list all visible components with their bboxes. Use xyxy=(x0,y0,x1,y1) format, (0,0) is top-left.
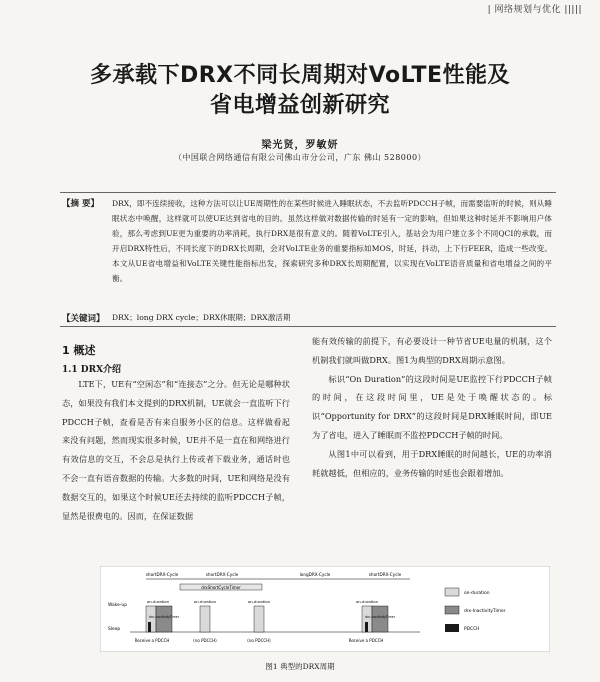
legend-pdcch: PDCCH xyxy=(464,627,480,632)
label-short-cycle-3: shortDRX-Cycle xyxy=(368,572,402,577)
inactivity-block-2 xyxy=(372,606,388,632)
left-column-paragraph: LTE下，UE有“空闲态”和“连接态”之分。但无论是哪种状态，如果没有我们本文提到的DRX机制，UE就会一直监听下行PDCCH子帧，查看是否有来自服务小区的信息。这样做看起来没有问题，然而现实很多时候，UE并不是一直在和网络进行有效信息的交互，不会总是执行上传或者下载业务，通话时也不会一直有语音数据的传输。大多数的时间，UE和网络是没有数据交互的，如果这个时候UE还去持续的监听PDCCH子帧，显然是很费电的。因而，在保证数据 xyxy=(62,379,290,521)
title-line-2: 省电增益创新研究 xyxy=(209,93,390,118)
abstract-top-rule xyxy=(60,192,556,193)
label-receive-pdcch-2: Receive a PDCCH xyxy=(348,638,384,643)
label-no-pdcch-2: (no PDCCH) xyxy=(247,638,271,643)
on-duration-block-3 xyxy=(254,606,264,632)
legend-swatch-pdcch xyxy=(445,624,459,632)
label-short-cycle-2: shortDRX-Cycle xyxy=(205,572,239,577)
label-no-pdcch-1: (no PDCCH) xyxy=(193,638,217,643)
drx-cycle-figure xyxy=(100,566,550,652)
label-inactivity-2: drx-InactivityTimer xyxy=(364,615,396,619)
right-paragraph-3: 从图1中可以看到，用于DRX睡眠的时间越长，UE的功率消耗就越低，但相应的，业务传输的时延也会跟着增加。 xyxy=(312,448,552,478)
affiliation: （中国联合网络通信有限公司佛山市分公司，广东 佛山 528000） xyxy=(173,153,427,162)
abstract-text: DRX，即不连续接收，这种方法可以让UE周期性的在某些时候进入睡眠状态，不去监听PDCCH子帧，而需要监听的时候，则从睡眠状态中唤醒，这样就可以使UE达到省电的目的。虽然这样做对数据传输的时延有一定的影响，但如果这种时延并不影响用户体验，那么考虑到UE更为重要的功率消耗，执行DRX是很有意义的。随着VoLTE引入，基站会为用户建立多个不同QCI的承载，而开启DRX特性后，不同长度下的DRX长周期，会对VoLTE业务的重要指标如MOS，时延，抖动，上下行FEER，造成一些改变。本文从UE省电增益和VoLTE关键性能指标出发，探索研究多种DRX长周期配置，以实现在VoLTE语音质量和省电增益之间的平衡。 xyxy=(112,199,552,283)
section-heading: 1 概述 xyxy=(62,344,96,357)
legend-swatch-inactivity xyxy=(445,606,459,614)
keywords-label: 【关键词】 xyxy=(62,314,105,324)
label-on-duration-4: on-duration xyxy=(355,599,379,604)
subsection-heading: 1.1 DRX介绍 xyxy=(62,365,122,375)
label-on-duration-2: on-duration xyxy=(193,599,217,604)
running-head: | 网络规划与优化 ||||| xyxy=(487,5,582,15)
title-line-1: 多承载下DRX不同长周期对VoLTE性能及 xyxy=(89,63,510,88)
figure-caption: 图1 典型的DRX周期 xyxy=(265,662,335,671)
label-on-duration-1: on-duration xyxy=(146,599,170,604)
abstract-label: 【摘 要】 xyxy=(62,199,99,209)
label-sleep: Sleep xyxy=(108,627,121,632)
abstract-bottom-rule xyxy=(60,326,556,327)
label-short-cycle-timer: drxShortCycleTimer xyxy=(201,585,241,590)
label-long-cycle: longDRX-Cycle xyxy=(299,572,331,577)
legend-on-duration: on-duration xyxy=(464,591,490,596)
right-column xyxy=(312,332,552,482)
keywords-text: DRX；long DRX cycle；DRX休眠期；DRX激活期 xyxy=(112,313,291,322)
right-paragraph-2: 标识“On Duration”的这段时间是UE监控下行PDCCH子帧的时间，在这段时间里，UE是处于唤醒状态的。标识“Opportunity for DRX”的这段时间是DRX睡眠时间，即UE为了省电，进入了睡眠而不监控PDCCH子帧的时间。 xyxy=(312,373,552,440)
pdcch-mark-1 xyxy=(148,622,151,632)
pdcch-mark-2 xyxy=(365,622,368,632)
legend-inactivity: drx-InactivityTimer xyxy=(464,609,506,614)
authors: 梁光贤，罗敏妍 xyxy=(261,140,339,151)
label-receive-pdcch-1: Receive a PDCCH xyxy=(134,638,170,643)
label-inactivity-1: drx-InactivityTimer xyxy=(148,615,180,619)
label-on-duration-3: on-duration xyxy=(247,599,271,604)
on-duration-block-2 xyxy=(200,606,210,632)
inactivity-block-1 xyxy=(156,606,172,632)
label-short-cycle-1: shortDRX-Cycle xyxy=(145,572,179,577)
label-wake-up: Wake-up xyxy=(108,603,127,608)
legend-swatch-on-duration xyxy=(445,588,459,596)
right-paragraph-1: 能有效传输的前提下，有必要设计一种节省UE电量的机制，这个机制我们就叫做DRX。图1为典型的DRX周期示意图。 xyxy=(312,336,552,365)
